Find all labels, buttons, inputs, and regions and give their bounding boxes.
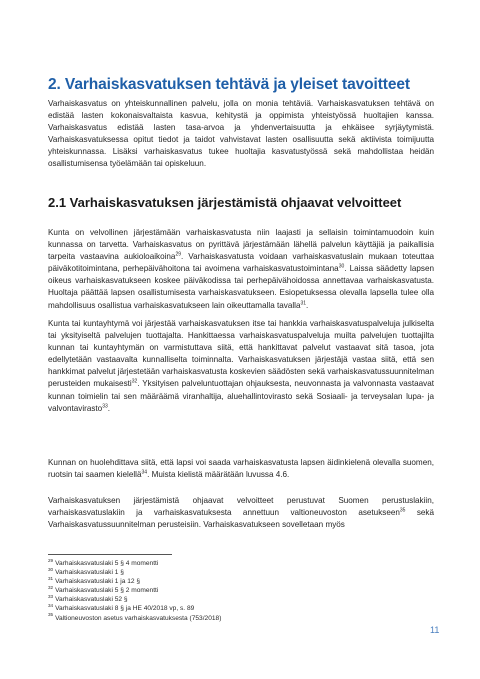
footnote-ref[interactable]: 34 [141, 469, 148, 476]
paragraph-municipal-obligation [48, 227, 434, 312]
paragraph-text: . [306, 300, 309, 310]
footnote-text: Valtioneuvoston asetus varhaiskasvatuksesta (753/2018) [55, 614, 222, 622]
footnote-item [48, 568, 434, 577]
footnote-ref[interactable]: 35 [399, 507, 406, 514]
footnote-number: 29 [48, 557, 54, 563]
paragraph-text: sekä Varhaiskasvatussuunnitelman perusteisiin. Varhaiskasvatukseen sovelletaan myös [48, 508, 434, 530]
footnote-text: Varhaiskasvatuslaki 8 § ja HE 40/2018 vp, s. 89 [55, 605, 195, 613]
paragraph-legal-basis [48, 495, 434, 531]
footnote-list [48, 559, 434, 623]
footnote-ref[interactable]: 31 [300, 299, 307, 306]
paragraph-language [48, 457, 434, 481]
section-heading: 2. Varhaiskasvatuksen tehtävä ja yleiset tavoitteet [48, 76, 410, 93]
footnote-number: 31 [48, 576, 54, 581]
footnote-ref[interactable]: 32 [131, 378, 138, 385]
paragraph-text: . [107, 403, 111, 413]
footnote-item [48, 586, 434, 595]
footnote-text: Varhaiskasvatuslaki 1 § [55, 569, 124, 577]
paragraph-text: . Laissa säädetty lapsen oikeus varhaiskasvatukseen koskee päiväkodissa tai perhepäivähoidossa annettavaa varhaiskasvatusta. Huoltaja päättää lapsen osallistumisesta varhaiskasvatukseen. Esiopetuksessa olevalla lapsella tulee olla mahdollisuus osallistua varhaiskasvatukseen lain oikeuttamalla tavalla [48, 264, 434, 310]
footnote-item [48, 604, 434, 613]
footnote-number: 30 [48, 566, 54, 572]
paragraph-text: Kunnan on huolehdittava siitä, että lapsi voi saada varhaiskasvatusta lapsen äidinkielenä olevalla suomen, ruotsin tai saamen kielellä [48, 458, 434, 480]
paragraph-text: . Yksityisen palveluntuottajan ohjauksesta, neuvonnasta ja valvonnasta vastaavat kunnan toimielin tai sen määräämä viranhaltija, aluehallintovirasto sekä Sosiaali- ja terveysalan lupa- ja valvontavirasto [48, 379, 434, 413]
footnote-ref[interactable]: 33 [102, 402, 108, 409]
paragraph-text: . Muista kielistä määrätään luvussa 4.6. [147, 470, 290, 480]
paragraph-text: . Varhaiskasvatusta voidaan varhaiskasvatuslain mukaan toteuttaa päiväkotitoimintana, perhepäivähoitona tai avoimena varhaiskasvatustoimintana [48, 252, 434, 274]
footnote-number: 33 [48, 594, 54, 600]
footnote-number: 34 [48, 603, 54, 609]
footnote-item [48, 595, 434, 604]
paragraph-intro [48, 98, 434, 171]
paragraph-service-procurement [48, 318, 434, 415]
footnote-text: Varhaiskasvatuslaki 52 § [55, 596, 128, 604]
paragraph-text: Kunta tai kuntayhtymä voi järjestää varhaiskasvatuksen itse tai hankkia varhaiskasvatuspalveluja julkiselta tai yksityiseltä palvelujen tuottajalta. Hankittaessa varhaiskasvatuspalveluja muilta palvelujen tuottajilta kunnan tai kuntayhtymän on varmistuttava siitä, että hankittavat palvelut vastaavat sitä tasoa, jota edellytetään vastaavalta kunnalliselta toiminnalta. Varhaiskasvatuksen järjestäjä vastaa siitä, että sen hankkimat palvelut järjestetään varhaiskasvatusta koskevien säädösten sekä varhaiskasvatussuunnitelman perusteiden mukaisesti [48, 319, 434, 389]
paragraph-text: Varhaiskasvatuksen järjestämistä ohjaavat velvoitteet perustuvat Suomen perustuslakiin, varhaiskasvatuslakiin ja varhaiskasvatuksesta annettuun valtioneuvoston asetukseen [48, 496, 434, 518]
paragraph-text: Kunta on velvollinen järjestämään varhaiskasvatusta niin laajasti ja sellaisin toimintamuodoin kuin kunnassa on tarvetta. Varhaiskasvatus on pyrittävä järjestämään lähellä palvelun käyttäjiä ja paikallisia tarpeita vastaavina aukioloaikoina [48, 228, 434, 262]
footnote-number: 35 [48, 612, 54, 618]
paragraph-text: Varhaiskasvatus on yhteiskunnallinen palvelu, jolla on monia tehtäviä. Varhaiskasvatuksen tehtävä on edistää lasten kokonaisvaltaista kasvua, kehitystä ja oppimista yhteistyössä huoltajien kanssa. Varhaiskasvatus edistää lasten tasa-arvoa ja yhdenvertaisuutta ja ehkäisee syrjäytymistä. Varhaiskasvatuksessa opitut tiedot ja taidot vahvistavat lasten osallisuutta sekä aktiivista toimijuutta yhteiskunnassa. Lisäksi varhaiskasvatus tukee huoltajia kasvatustyössä sekä mahdollistaa heidän osallistumisensa työelämään tai opiskeluun. [48, 99, 434, 169]
footnote-item [48, 577, 434, 586]
footnote-divider [48, 554, 172, 555]
footnote-text: Varhaiskasvatuslaki 1 ja 12 § [55, 578, 141, 586]
footnote-ref[interactable]: 29 [175, 251, 182, 258]
footnote-number: 32 [48, 585, 54, 591]
page-number: 11 [430, 625, 440, 635]
footnote-text: Varhaiskasvatuslaki 5 § 4 momentti [55, 560, 159, 567]
footnote-item [48, 614, 434, 623]
footnote-text: Varhaiskasvatuslaki 5 § 2 momentti [55, 587, 159, 595]
footnote-ref[interactable]: 30 [338, 263, 345, 270]
footnote-item [48, 559, 434, 568]
subsection-heading: 2.1 Varhaiskasvatuksen järjestämistä ohjaavat velvoitteet [48, 195, 402, 210]
